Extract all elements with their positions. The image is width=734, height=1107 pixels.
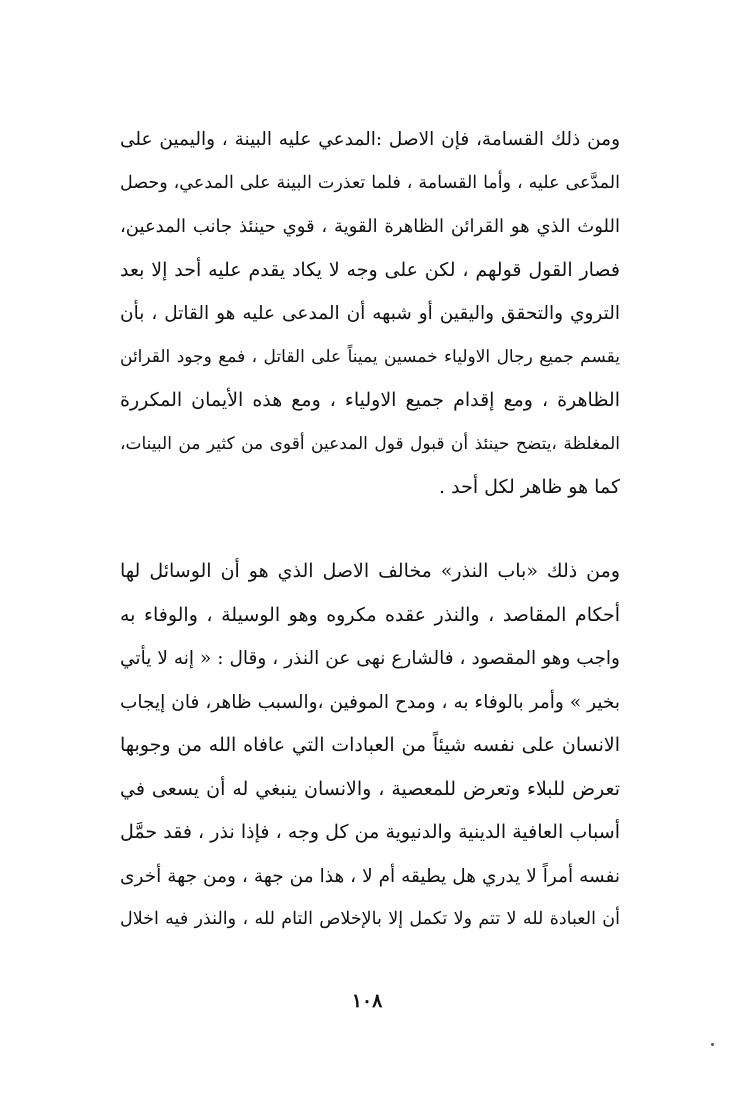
text-line: أن العبادة لله لا تتم ولا تكمل إلا بالإخلاص التام لله ، والنذر فيه اخلال [120,909,620,929]
text-line: اللوث الذي هو القرائن الظاهرة القوية ، قوي حينئذ جانب المدعين، [120,216,620,237]
text-line: أسباب العافية الدينية والدنيوية من كل وجه ، فإذا نذر ، فقد حمَّل [120,821,620,843]
text-line: ومن ذلك القسامة، فإن الاصل :المدعي عليه البينة ، واليمين على [120,129,620,150]
text-line: واجب وهو المقصود ، فالشارع نهى عن النذر ، وقال : « إنه لا يأتي [120,648,620,669]
text-line: المغلظة ،يتضح حينئذ أن قبول قول المدعين أقوى من كثير من البينات، [120,433,620,454]
text-line: الانسان على نفسه شيئاً من العبادات التي عافاه الله من وجوبها [120,734,620,756]
paragraph-qasama [120,118,620,510]
page-number: ١٠٨ [351,990,383,1012]
text-line: كما هو ظاهر لكل أحد . [439,476,620,498]
text-line: نفسه أمراً لا يدري هل يطيقه أم لا ، هذا من جهة ، ومن جهة أخرى [120,865,620,887]
scan-speck [711,1043,714,1046]
text-line: بخير » وأمر بالوفاء به ، ومدح الموفين ،والسبب ظاهر، فان إيجاب [120,691,620,713]
text-line: أحكام المقاصد ، والنذر عقده مكروه وهو الوسيلة ، والوفاء به [120,603,620,626]
text-line: فصار القول قولهم ، لكن على وجه لا يكاد يقدم عليه أحد إلا بعد [120,258,620,281]
text-line: ومن ذلك «باب النذر» مخالف الاصل الذي هو أن الوسائل لها [120,560,620,582]
text-line: التروي والتحقق واليقين أو شبهه أن المدعى عليه هو القاتل ، بأن [120,303,620,324]
text-line: المدَّعى عليه ، وأما القسامة ، فلما تعذرت البينة على المدعي، وحصل [120,172,620,193]
text-line: تعرض للبلاء وتعرض للمعصية ، والانسان ينبغي له أن يسعى في [120,777,620,800]
text-line: يقسم جميع رجال الاولياء خمسين يميناً على القاتل ، فمع وجود القرائن [120,346,620,367]
paragraph-nadhr [120,550,620,942]
text-line: الظاهرة ، ومع إقدام جميع الاولياء ، ومع هذه الأيمان المكررة [120,389,620,411]
